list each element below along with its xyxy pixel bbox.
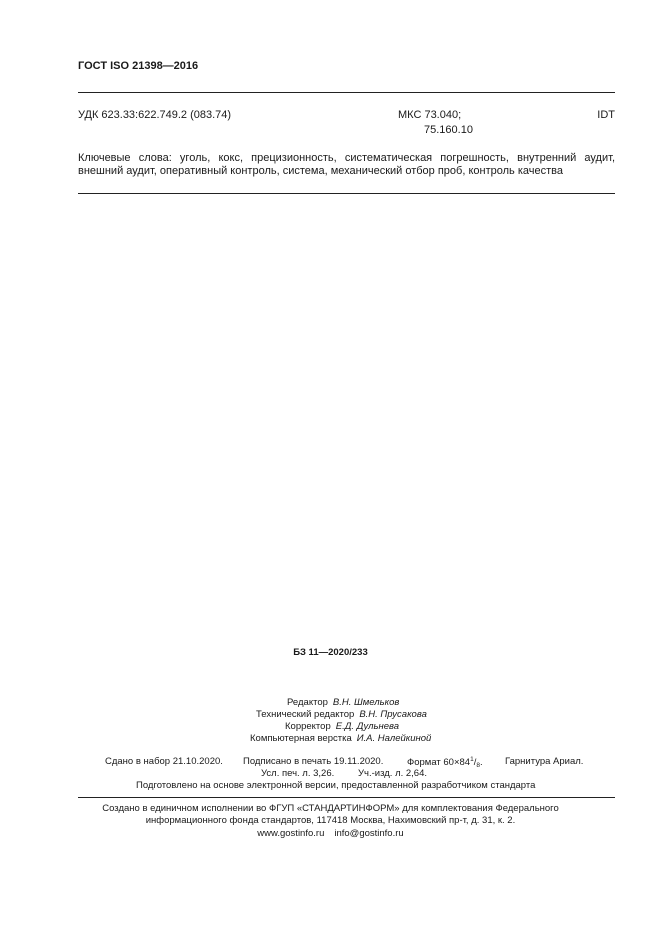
signed-to-print: Подписано в печать 19.11.2020. xyxy=(243,756,384,767)
credit-proofreader xyxy=(285,721,399,732)
idt-marker: IDT xyxy=(597,109,615,121)
footer-line2: информационного фонда стандартов, 117418 Москва, Нахимовский пр-т, д. 31, к. 2. xyxy=(145,815,516,826)
header-divider xyxy=(78,92,615,93)
publisher-sheets: Уч.-изд. л. 2,64. xyxy=(358,768,428,779)
credit-role: Технический редактор xyxy=(256,709,355,720)
standard-number: ГОСТ ISO 21398—2016 xyxy=(78,60,199,72)
footer-line1: Создано в единичном исполнении во ФГУП «СТАНДАРТИНФОРМ» для комплектования Федерального xyxy=(102,803,559,814)
udk-code: УДК 623.33:622.749.2 (083.74) xyxy=(78,109,232,121)
keywords: Ключевые слова: уголь, кокс, прецизионность, систематическая погрешность, внутренний аудит, внешний аудит, оперативный контроль, система, механический отбор проб, контроль качества xyxy=(78,152,615,177)
email-link[interactable]: info@gostinfo.ru xyxy=(334,828,404,839)
prepared-note: Подготовлено на основе электронной версии, предоставленной разработчиком стандарта xyxy=(136,780,536,791)
sent-to-typesetting: Сдано в набор 21.10.2020. xyxy=(105,756,223,767)
printed-sheets: Усл. печ. л. 3,26. xyxy=(261,768,335,779)
footer-divider xyxy=(78,797,615,798)
bz-number: БЗ 11—2020/233 xyxy=(293,647,368,658)
credit-tech-editor xyxy=(256,709,427,720)
credit-editor xyxy=(287,697,399,708)
typeface: Гарнитура Ариал. xyxy=(505,756,584,767)
footer-contacts xyxy=(0,828,661,839)
credit-role: Компьютерная верстка xyxy=(250,733,352,744)
credit-layout xyxy=(250,733,431,744)
mks-code-line1: МКС 73.040; xyxy=(398,109,462,121)
mks-code-line2: 75.160.10 xyxy=(424,124,473,136)
paper-format: Формат $60\times 84^1/_8$. xyxy=(407,756,483,769)
credit-name: В.Н. Шмельков xyxy=(332,697,400,708)
credit-name: В.Н. Прусакова xyxy=(359,709,427,720)
credit-role: Редактор xyxy=(287,697,328,708)
credit-role: Корректор xyxy=(285,721,331,732)
website-link[interactable]: www.gostinfo.ru xyxy=(257,828,325,839)
credit-name: Е.Д. Дульнева xyxy=(335,721,400,732)
keywords-divider xyxy=(78,193,615,194)
credit-name: И.А. Налейкиной xyxy=(356,733,432,744)
